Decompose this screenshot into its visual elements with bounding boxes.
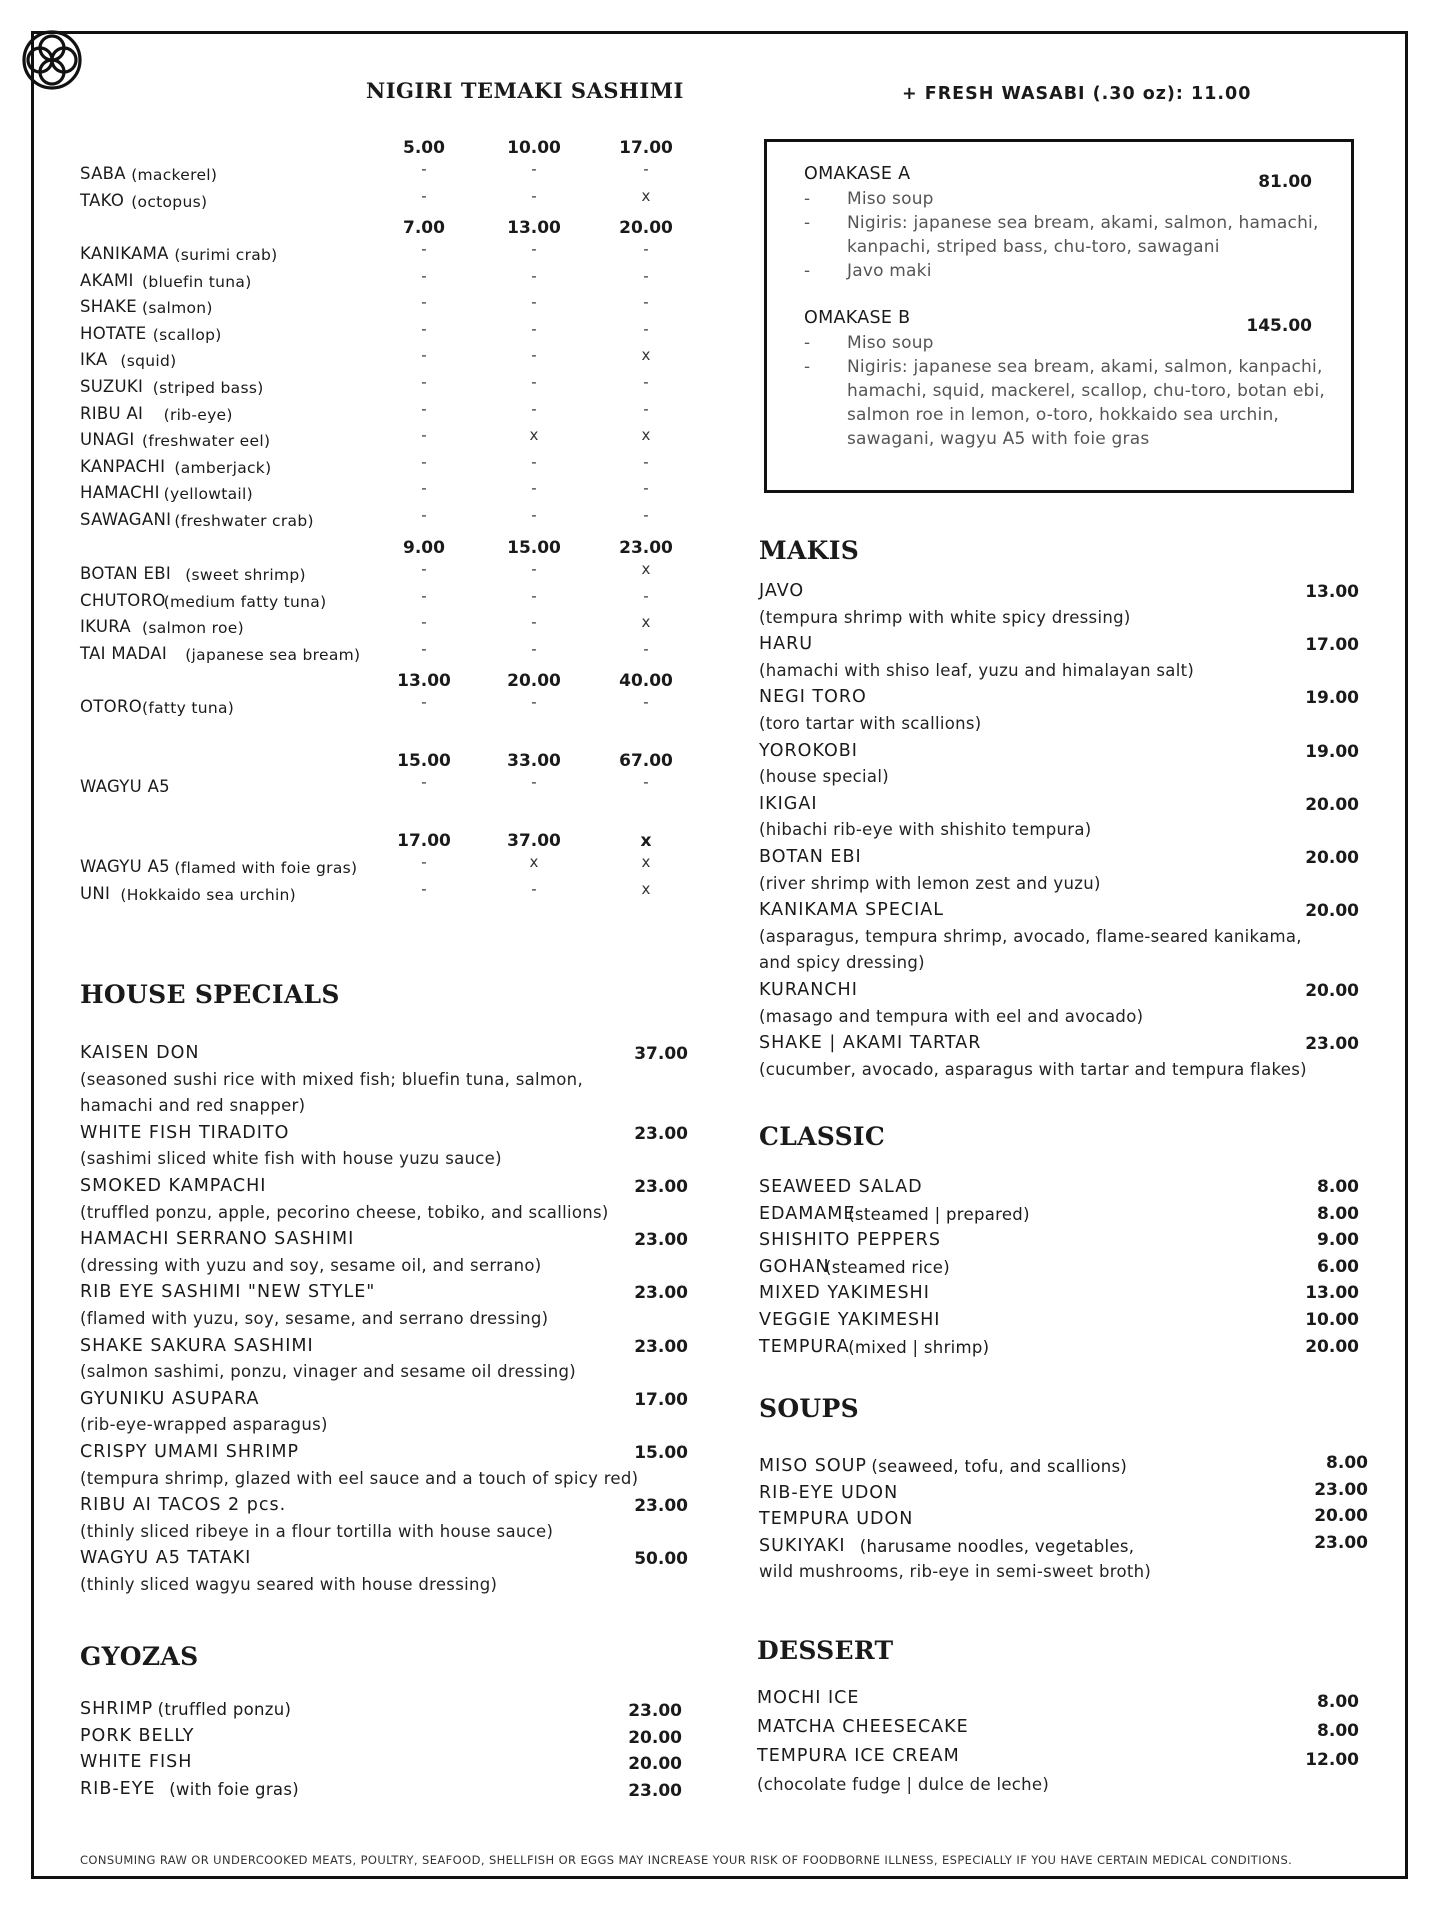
menu-item-description: (cucumber, avocado, asparagus with tartar and tempura flakes)	[759, 1059, 1307, 1079]
menu-item-note: (harusame noodles, vegetables,	[859, 1536, 1135, 1556]
menu-item-price: 9.00	[1317, 1230, 1359, 1251]
menu-item-name: GYUNIKU ASUPARA	[80, 1388, 260, 1409]
nigiri-availability-mark: -	[643, 399, 649, 418]
nigiri-availability-mark: x	[641, 426, 651, 445]
nigiri-availability-mark: -	[531, 319, 537, 338]
dessert-section-title: DESSERT	[757, 1636, 894, 1665]
menu-item-price: 20.00	[628, 1727, 682, 1748]
menu-item-price: 23.00	[1314, 1479, 1368, 1500]
menu-item-price: 8.00	[1317, 1721, 1359, 1741]
nigiri-item-name: SUZUKI	[80, 377, 144, 396]
nigiri-availability-mark: -	[421, 586, 427, 605]
menu-item-description: (hibachi rib-eye with shishito tempura)	[759, 820, 1092, 840]
menu-item-price: 8.00	[1317, 1203, 1359, 1224]
bullet-dash: -	[804, 261, 811, 281]
menu-item-price: 20.00	[1314, 1506, 1368, 1527]
nigiri-availability-mark: -	[643, 773, 649, 791]
bullet-dash: -	[804, 189, 811, 209]
nigiri-item-name: AKAMI	[80, 270, 134, 290]
menu-item-price: 23.00	[634, 1283, 688, 1304]
nigiri-item-note: (flamed with foie gras)	[174, 859, 358, 877]
menu-item-price: 12.00	[1305, 1750, 1359, 1770]
menu-item-name: JAVO	[759, 581, 805, 601]
menu-item-price: 20.00	[1305, 848, 1359, 868]
menu-item-description: (asparagus, tempura shrimp, avocado, flame-seared kanikama,	[759, 926, 1302, 946]
nigiri-item-name: SABA	[80, 164, 126, 183]
nigiri-availability-mark: -	[421, 319, 427, 338]
menu-item-description: (toro tartar with scallions)	[759, 714, 982, 733]
nigiri-column-price: 23.00	[619, 538, 673, 558]
nigiri-availability-mark: -	[643, 319, 649, 338]
nigiri-column-price: 7.00	[403, 218, 445, 238]
menu-item-name: EDAMAME	[759, 1203, 856, 1224]
menu-item-name: YOROKOBI	[759, 740, 858, 761]
nigiri-column-price: x	[640, 831, 652, 851]
nigiri-item-name: KANIKAMA	[80, 244, 169, 263]
nigiri-availability-mark: -	[421, 560, 427, 578]
nigiri-item-name: OTORO	[80, 697, 143, 716]
menu-item-price: 19.00	[1305, 688, 1359, 709]
omakase-course-line: Miso soup	[847, 189, 934, 209]
menu-item-price: 23.00	[1305, 1034, 1359, 1055]
nigiri-availability-mark: -	[421, 639, 427, 658]
menu-item-note: (steamed | prepared)	[848, 1204, 1030, 1224]
menu-item-name: BOTAN EBI	[759, 847, 862, 867]
menu-item-name: TEMPURA ICE CREAM	[757, 1746, 960, 1766]
classic-section-title: CLASSIC	[759, 1122, 886, 1151]
omakase-course-line: hamachi, squid, mackerel, scallop, chu-toro, botan ebi,	[847, 381, 1326, 401]
nigiri-column-price: 33.00	[507, 751, 561, 771]
menu-item-note: (mixed | shrimp)	[848, 1337, 990, 1357]
nigiri-availability-mark: -	[643, 373, 649, 391]
menu-item-description: (thinly sliced wagyu seared with house dressing)	[80, 1575, 498, 1594]
menu-item-description: (masago and tempura with eel and avocado)	[759, 1006, 1144, 1026]
omakase-name: OMAKASE A	[804, 164, 911, 184]
menu-item-price: 37.00	[634, 1044, 688, 1064]
menu-item-price: 15.00	[634, 1443, 688, 1463]
menu-item-price: 23.00	[628, 1780, 682, 1801]
nigiri-column-price: 13.00	[397, 671, 451, 691]
nigiri-column-price: 20.00	[619, 218, 673, 238]
omakase-course-line: Miso soup	[847, 333, 934, 353]
menu-item-name: SHAKE | AKAMI TARTAR	[759, 1033, 982, 1054]
menu-item-name: CRISPY UMAMI SHRIMP	[80, 1442, 300, 1462]
nigiri-item-note: (surimi crab)	[174, 246, 278, 264]
menu-item-name: RIB-EYE UDON	[759, 1482, 899, 1503]
nigiri-header-title: NIGIRI TEMAKI SASHIMI	[366, 78, 684, 103]
nigiri-availability-mark: -	[643, 586, 649, 605]
nigiri-item-note: (octopus)	[131, 192, 208, 211]
nigiri-availability-mark: -	[421, 160, 427, 178]
menu-item-name: GOHAN	[759, 1256, 830, 1277]
nigiri-item-name: SAWAGANI	[80, 510, 172, 529]
menu-item-name: PORK BELLY	[80, 1725, 195, 1746]
nigiri-availability-mark: -	[531, 186, 537, 205]
menu-item-price: 17.00	[1305, 635, 1359, 656]
nigiri-availability-mark: x	[641, 613, 651, 632]
nigiri-item-name: IKA	[80, 350, 108, 370]
nigiri-availability-mark: -	[643, 639, 649, 658]
menu-item-name: SHAKE SAKURA SASHIMI	[80, 1335, 314, 1356]
nigiri-column-price: 10.00	[507, 138, 561, 158]
menu-item-name: VEGGIE YAKIMESHI	[759, 1310, 941, 1330]
menu-item-name: WAGYU A5 TATAKI	[80, 1548, 252, 1569]
nigiri-availability-mark: -	[643, 160, 649, 178]
nigiri-column-price: 9.00	[403, 538, 445, 558]
menu-item-description: (thinly sliced ribeye in a flour tortilla with house sauce)	[80, 1521, 554, 1541]
menu-item-price: 20.00	[1305, 901, 1359, 922]
omakase-price: 81.00	[1258, 172, 1312, 192]
menu-item-description: and spicy dressing)	[759, 953, 925, 973]
nigiri-availability-mark: -	[531, 373, 537, 391]
nigiri-column-price: 67.00	[619, 751, 673, 771]
nigiri-availability-mark: -	[531, 399, 537, 418]
menu-item-name: MATCHA CHEESECAKE	[757, 1717, 969, 1737]
menu-item-price: 6.00	[1317, 1256, 1359, 1277]
house_specials-section-title: HOUSE SPECIALS	[80, 980, 340, 1009]
menu-item-price: 50.00	[634, 1549, 688, 1570]
menu-item-name: SHISHITO PEPPERS	[759, 1230, 941, 1251]
bullet-dash: -	[804, 213, 811, 233]
nigiri-availability-mark: -	[421, 613, 427, 632]
nigiri-item-note: (sweet shrimp)	[185, 566, 306, 584]
nigiri-item-note: (amberjack)	[174, 458, 272, 477]
nigiri-item-note: (mackerel)	[131, 166, 218, 184]
menu-item-description: hamachi and red snapper)	[80, 1096, 306, 1116]
menu-item-name: MISO SOUP	[759, 1456, 867, 1476]
menu-item-note: (seaweed, tofu, and scallions)	[871, 1457, 1128, 1476]
nigiri-item-note: (fatty tuna)	[142, 699, 235, 717]
nigiri-availability-mark: -	[531, 160, 537, 178]
menu-item-name: SUKIYAKI	[759, 1535, 846, 1556]
nigiri-availability-mark: -	[531, 560, 537, 578]
nigiri-item-name: BOTAN EBI	[80, 564, 172, 583]
menu-item-price: 23.00	[634, 1336, 688, 1357]
nigiri-item-name: KANPACHI	[80, 456, 166, 476]
nigiri-availability-mark: -	[421, 426, 427, 445]
nigiri-availability-mark: -	[421, 479, 427, 498]
nigiri-item-name: TAI MADAI	[80, 643, 167, 663]
menu-item-description: (tempura shrimp, glazed with eel sauce and a touch of spicy red)	[80, 1468, 639, 1488]
menu-item-price: 8.00	[1326, 1453, 1368, 1473]
menu-item-price: 23.00	[1314, 1532, 1368, 1553]
menu-item-description: (tempura shrimp with white spicy dressing)	[759, 607, 1131, 627]
nigiri-item-name: TAKO	[80, 190, 125, 210]
menu-item-price: 20.00	[1305, 981, 1359, 1001]
nigiri-availability-mark: -	[421, 506, 427, 524]
menu-item-description: (river shrimp with lemon zest and yuzu)	[759, 873, 1101, 893]
nigiri-availability-mark: -	[421, 240, 427, 258]
menu-item-name: RIB-EYE	[80, 1778, 156, 1799]
menu-item-name: SMOKED KAMPACHI	[80, 1176, 267, 1196]
menu-item-price: 20.00	[1305, 794, 1359, 815]
nigiri-availability-mark: -	[643, 506, 649, 524]
omakase-course-line: Javo maki	[847, 261, 932, 281]
nigiri-item-note: (salmon roe)	[142, 619, 244, 638]
menu-item-name: SEAWEED SALAD	[759, 1177, 923, 1197]
nigiri-availability-mark: -	[531, 346, 537, 365]
nigiri-availability-mark: -	[643, 240, 649, 258]
menu-item-description: (chocolate fudge | dulce de leche)	[757, 1775, 1050, 1794]
nigiri-availability-mark: -	[643, 266, 649, 285]
menu-item-name: TEMPURA	[759, 1336, 850, 1357]
makis-section-title: MAKIS	[759, 536, 860, 565]
nigiri-item-name: WAGYU A5	[80, 777, 170, 796]
bullet-dash: -	[804, 333, 811, 353]
nigiri-availability-mark: -	[531, 293, 537, 312]
nigiri-item-note: (striped bass)	[152, 379, 264, 397]
menu-item-note: (steamed rice)	[825, 1257, 950, 1277]
menu-item-name: KANIKAMA SPECIAL	[759, 900, 944, 921]
nigiri-item-note: (medium fatty tuna)	[163, 592, 327, 611]
nigiri-availability-mark: -	[421, 693, 427, 711]
nigiri-availability-mark: -	[531, 506, 537, 524]
menu-item-name: TEMPURA UDON	[759, 1509, 914, 1530]
nigiri-item-name: UNI	[80, 883, 111, 903]
nigiri-availability-mark: x	[529, 426, 539, 445]
nigiri-availability-mark: -	[531, 586, 537, 605]
menu-item-price: 23.00	[634, 1123, 688, 1144]
nigiri-item-note: (bluefin tuna)	[142, 272, 252, 291]
menu-item-name: SHRIMP	[80, 1699, 154, 1719]
menu-item-description: (rib-eye-wrapped asparagus)	[80, 1415, 328, 1435]
menu-item-description: (flamed with yuzu, soy, sesame, and serrano dressing)	[80, 1309, 549, 1328]
nigiri-availability-mark: -	[531, 639, 537, 658]
menu-item-description: (dressing with yuzu and soy, sesame oil, and serrano)	[80, 1255, 542, 1275]
nigiri-column-price: 17.00	[619, 138, 673, 158]
nigiri-item-note: (salmon)	[142, 299, 213, 318]
menu-item-note: (truffled ponzu)	[157, 1700, 292, 1719]
nigiri-availability-mark: -	[421, 293, 427, 312]
nigiri-availability-mark: -	[421, 399, 427, 418]
nigiri-availability-mark: -	[643, 452, 649, 471]
nigiri-availability-mark: x	[641, 560, 651, 578]
menu-item-price: 8.00	[1317, 1177, 1359, 1197]
nigiri-availability-mark: -	[643, 479, 649, 498]
restaurant-logo-icon	[20, 28, 84, 92]
nigiri-availability-mark: -	[421, 853, 427, 871]
menu-item-price: 23.00	[634, 1230, 688, 1251]
nigiri-availability-mark: x	[529, 853, 539, 871]
nigiri-availability-mark: -	[643, 693, 649, 711]
menu-item-name: NEGI TORO	[759, 687, 867, 708]
nigiri-column-price: 5.00	[403, 138, 445, 158]
menu-item-description: (salmon sashimi, ponzu, vinager and sesame oil dressing)	[80, 1362, 577, 1382]
nigiri-item-name: SHAKE	[80, 297, 137, 317]
nigiri-item-note: (freshwater crab)	[174, 512, 314, 530]
nigiri-availability-mark: x	[641, 346, 651, 365]
food-safety-disclaimer: CONSUMING RAW OR UNDERCOOKED MEATS, POULTRY, SEAFOOD, SHELLFISH OR EGGS MAY INCREASE YOUR RISK OF FOODBORNE ILLNESS, ESPECIALLY IF YOU HAVE CERTAIN MEDICAL CONDITIONS.	[80, 1853, 1293, 1867]
nigiri-item-note: (rib-eye)	[163, 405, 233, 424]
nigiri-item-note: (freshwater eel)	[142, 432, 271, 451]
nigiri-item-name: HAMACHI	[80, 483, 160, 503]
nigiri-column-price: 40.00	[619, 671, 673, 691]
nigiri-item-name: UNAGI	[80, 430, 135, 450]
omakase-price: 145.00	[1246, 316, 1312, 336]
nigiri-item-name: CHUTORO	[80, 590, 166, 610]
menu-item-price: 20.00	[1305, 1336, 1359, 1357]
nigiri-availability-mark: -	[421, 266, 427, 285]
menu-item-name: WHITE FISH	[80, 1752, 193, 1772]
nigiri-column-price: 20.00	[507, 671, 561, 691]
nigiri-column-price: 15.00	[507, 538, 561, 558]
menu-item-description: wild mushrooms, rib-eye in semi-sweet broth)	[759, 1562, 1152, 1582]
nigiri-availability-mark: -	[531, 693, 537, 711]
nigiri-availability-mark: -	[421, 186, 427, 205]
menu-item-price: 23.00	[634, 1496, 688, 1517]
nigiri-availability-mark: -	[531, 240, 537, 258]
menu-item-description: (seasoned sushi rice with mixed fish; bluefin tuna, salmon,	[80, 1069, 583, 1089]
nigiri-item-name: RIBU AI	[80, 403, 144, 423]
nigiri-column-price: 15.00	[397, 751, 451, 771]
nigiri-availability-mark: x	[641, 186, 651, 205]
nigiri-availability-mark: -	[421, 346, 427, 365]
menu-item-note: (with foie gras)	[169, 1779, 299, 1799]
nigiri-item-note: (squid)	[120, 352, 177, 371]
menu-item-name: KAISEN DON	[80, 1043, 200, 1063]
nigiri-availability-mark: -	[421, 452, 427, 471]
menu-item-price: 23.00	[634, 1177, 688, 1197]
menu-item-name: RIBU AI TACOS 2 pcs.	[80, 1495, 287, 1516]
omakase-name: OMAKASE B	[804, 308, 911, 328]
nigiri-column-price: 13.00	[507, 218, 561, 238]
menu-item-name: IKIGAI	[759, 793, 818, 814]
menu-item-name: HARU	[759, 634, 814, 655]
nigiri-availability-mark: -	[531, 613, 537, 632]
nigiri-availability-mark: -	[421, 373, 427, 391]
menu-item-name: KURANCHI	[759, 980, 858, 1000]
nigiri-availability-mark: -	[643, 293, 649, 312]
nigiri-item-name: HOTATE	[80, 323, 147, 343]
nigiri-availability-mark: -	[531, 266, 537, 285]
nigiri-availability-mark: -	[421, 879, 427, 898]
fresh-wasabi-price: + FRESH WASABI (.30 oz): 11.00	[902, 84, 1252, 104]
nigiri-item-note: (japanese sea bream)	[185, 645, 361, 664]
nigiri-availability-mark: -	[531, 879, 537, 898]
nigiri-availability-mark: -	[421, 773, 427, 791]
nigiri-column-price: 17.00	[397, 831, 451, 851]
omakase-course-line: salmon roe in lemon, o-toro, hokkaido sea urchin,	[847, 405, 1280, 425]
menu-item-price: 20.00	[628, 1754, 682, 1774]
menu-item-price: 13.00	[1305, 582, 1359, 602]
menu-item-name: RIB EYE SASHIMI "NEW STYLE"	[80, 1282, 376, 1303]
nigiri-availability-mark: -	[531, 479, 537, 498]
nigiri-availability-mark: -	[531, 452, 537, 471]
nigiri-item-note: (yellowtail)	[163, 485, 253, 504]
menu-item-name: WHITE FISH TIRADITO	[80, 1122, 290, 1143]
nigiri-item-name: WAGYU A5	[80, 857, 170, 876]
menu-item-description: (hamachi with shiso leaf, yuzu and himalayan salt)	[759, 660, 1195, 680]
nigiri-availability-mark: -	[531, 773, 537, 791]
soups-section-title: SOUPS	[759, 1394, 859, 1423]
menu-item-name: MIXED YAKIMESHI	[759, 1283, 930, 1304]
omakase-course-line: kanpachi, striped bass, chu-toro, sawagani	[847, 237, 1220, 257]
menu-item-name: MOCHI ICE	[757, 1688, 860, 1708]
nigiri-availability-mark: x	[641, 853, 651, 871]
nigiri-item-name: IKURA	[80, 617, 131, 637]
menu-item-price: 23.00	[628, 1701, 682, 1721]
menu-item-description: (house special)	[759, 767, 889, 787]
bullet-dash: -	[804, 357, 811, 377]
menu-item-price: 8.00	[1317, 1692, 1359, 1712]
menu-item-price: 10.00	[1305, 1310, 1359, 1330]
omakase-course-line: Nigiris: japanese sea bream, akami, salmon, hamachi,	[847, 213, 1319, 233]
menu-item-name: HAMACHI SERRANO SASHIMI	[80, 1229, 355, 1250]
menu-item-price: 17.00	[634, 1389, 688, 1410]
menu-item-price: 19.00	[1305, 741, 1359, 762]
nigiri-column-price: 37.00	[507, 831, 561, 851]
nigiri-item-note: (Hokkaido sea urchin)	[120, 885, 297, 904]
nigiri-item-note: (scallop)	[152, 325, 222, 344]
omakase-course-line: Nigiris: japanese sea bream, akami, salmon, kanpachi,	[847, 357, 1323, 377]
menu-item-description: (sashimi sliced white fish with house yuzu sauce)	[80, 1149, 502, 1169]
menu-item-description: (truffled ponzu, apple, pecorino cheese, tobiko, and scallions)	[80, 1202, 609, 1222]
nigiri-availability-mark: x	[641, 879, 651, 898]
gyozas-section-title: GYOZAS	[80, 1642, 199, 1671]
menu-item-price: 13.00	[1305, 1283, 1359, 1304]
omakase-course-line: sawagani, wagyu A5 with foie gras	[847, 429, 1150, 449]
